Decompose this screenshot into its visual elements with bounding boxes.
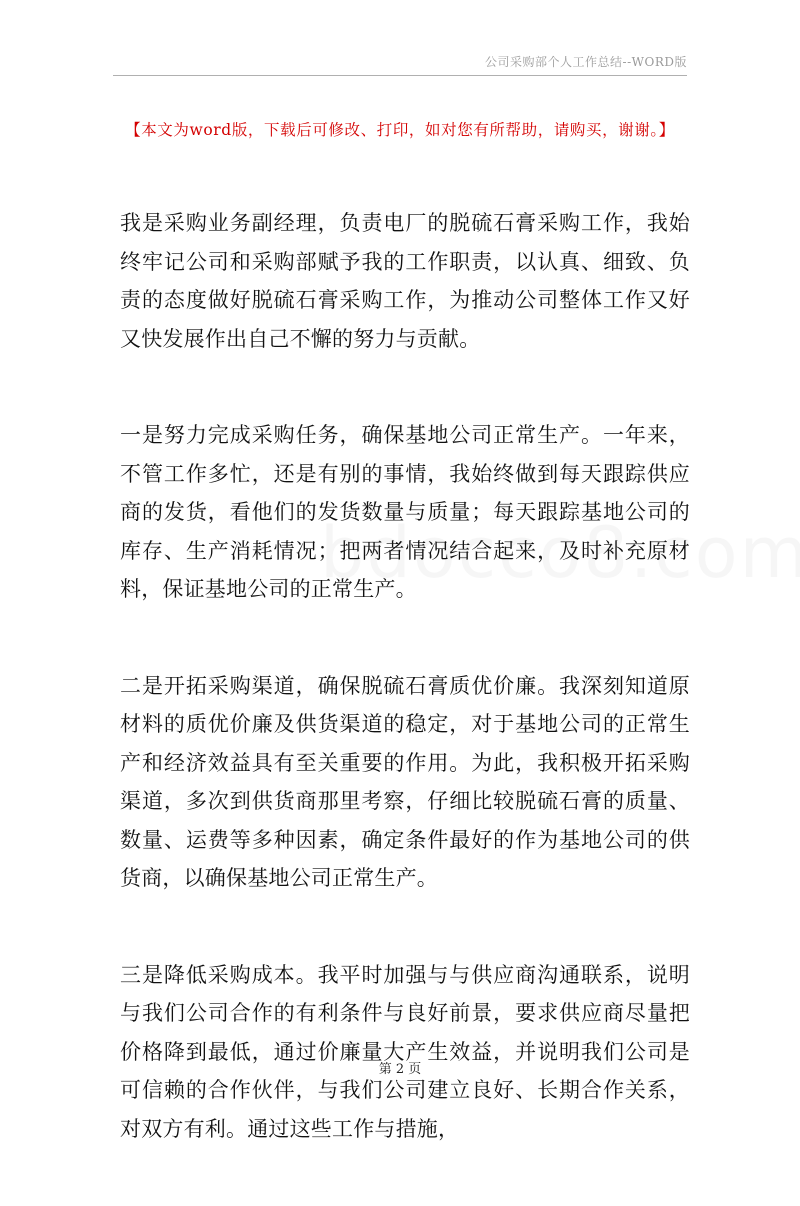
running-header: 公司采购部个人工作总结--WORD版 xyxy=(485,55,687,69)
paragraph-point-3: 三是降低采购成本。我平时加强与与供应商沟通联系，说明与我们公司合作的有利条件与良好前景，要求供应商尽量把价格降到最低，通过价廉量大产生效益，并说明我们公司是可信赖的合作伙伴，与我们公司建立良好、长期合作关系，对双方有利。通过这些工作与措施， xyxy=(120,962,690,1141)
paragraph-point-1: 一是努力完成采购任务，确保基地公司正常生产。一年来，不管工作多忙，还是有别的事情，我始终做到每天跟踪供应商的发货，看他们的发货数量与质量；每天跟踪基地公司的库存、生产消耗情况；把两者情况结合起来，及时补充原材料，保证基地公司的正常生产。 xyxy=(120,423,690,601)
download-notice: 【本文为word版，下载后可修改、打印，如对您有所帮助，请购买，谢谢。】 xyxy=(125,121,675,139)
page-number: 第 2 页 xyxy=(378,1062,422,1077)
document-body xyxy=(120,204,690,1206)
header-divider xyxy=(113,75,687,76)
paragraph-intro: 我是采购业务副经理，负责电厂的脱硫石膏采购工作，我始终牢记公司和采购部赋予我的工作职责，以认真、细致、负责的态度做好脱硫石膏采购工作，为推动公司整体工作又好又快发展作出自己不懈的努力与贡献。 xyxy=(120,211,690,351)
paragraph-point-2: 二是开拓采购渠道，确保脱硫石膏质优价廉。我深刻知道原材料的质优价廉及供货渠道的稳定，对于基地公司的正常生产和经济效益具有至关重要的作用。为此，我积极开拓采购渠道，多次到供货商那里考察，仔细比较脱硫石膏的质量、数量、运费等多种因素，确定条件最好的作为基地公司的供货商，以确保基地公司正常生产。 xyxy=(120,673,690,890)
